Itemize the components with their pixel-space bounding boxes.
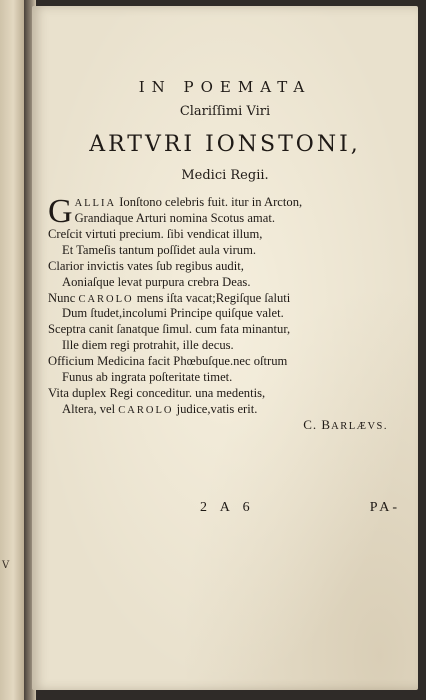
left-margin-fleck: V: [2, 560, 10, 571]
poem-line: Grandiaque Arturi nomina Scotus amat.: [74, 210, 275, 225]
poem-line: ALLIA Ionſtono celebris fuit. itur in Arcton,: [74, 195, 303, 209]
heading-line-2: Clariſſimi Viri: [179, 104, 271, 119]
printer-signature-mark: 2 A 6: [200, 500, 255, 515]
catchword: PA-: [369, 500, 400, 515]
poem-line: Altera, vel CAROLO judice,vatis erit.: [62, 401, 258, 416]
heading-line-4: Medici Regii.: [181, 168, 269, 183]
author-signature: C. BARLÆVS.: [303, 417, 388, 432]
poem-line: Sceptra canit ſanatque ſimul. cum fata minantur,: [48, 322, 291, 337]
poem-line: Funus ab ingrata poſteritate timet.: [62, 370, 233, 385]
poem-line: Vita duplex Regi conceditur. una medentis,: [48, 385, 266, 400]
left-page-edge: [0, 0, 24, 700]
poem-line: Nunc CAROLO mens iſta vacat;Regiſque ſaluti: [48, 290, 291, 305]
poem-line: Officium Medicina facit Phœbuſque.nec oſtrum: [48, 354, 288, 369]
poem-line: Creſcit virtuti precium. ſibi vendicat illum,: [48, 227, 263, 241]
poem-body: [48, 195, 404, 418]
poem-line: Et Tameſis tantum poſſidet aula virum.: [62, 242, 257, 257]
heading-line-1: IN POEMATA: [138, 78, 312, 96]
poem-line: Clarior invictis vates ſub regibus audit,: [48, 258, 244, 273]
poem-line: Dum ſtudet,incolumi Principe quiſque valet.: [62, 306, 284, 321]
poem-line: Aoniaſque levat purpura crebra Deas.: [62, 274, 251, 289]
drop-capital: G: [48, 193, 73, 230]
poem-line: Ille diem regi protrahit, ille decus.: [62, 338, 234, 353]
right-page: [32, 6, 418, 690]
heading-author-name: ARTVRI IONSTONI,: [89, 132, 361, 157]
